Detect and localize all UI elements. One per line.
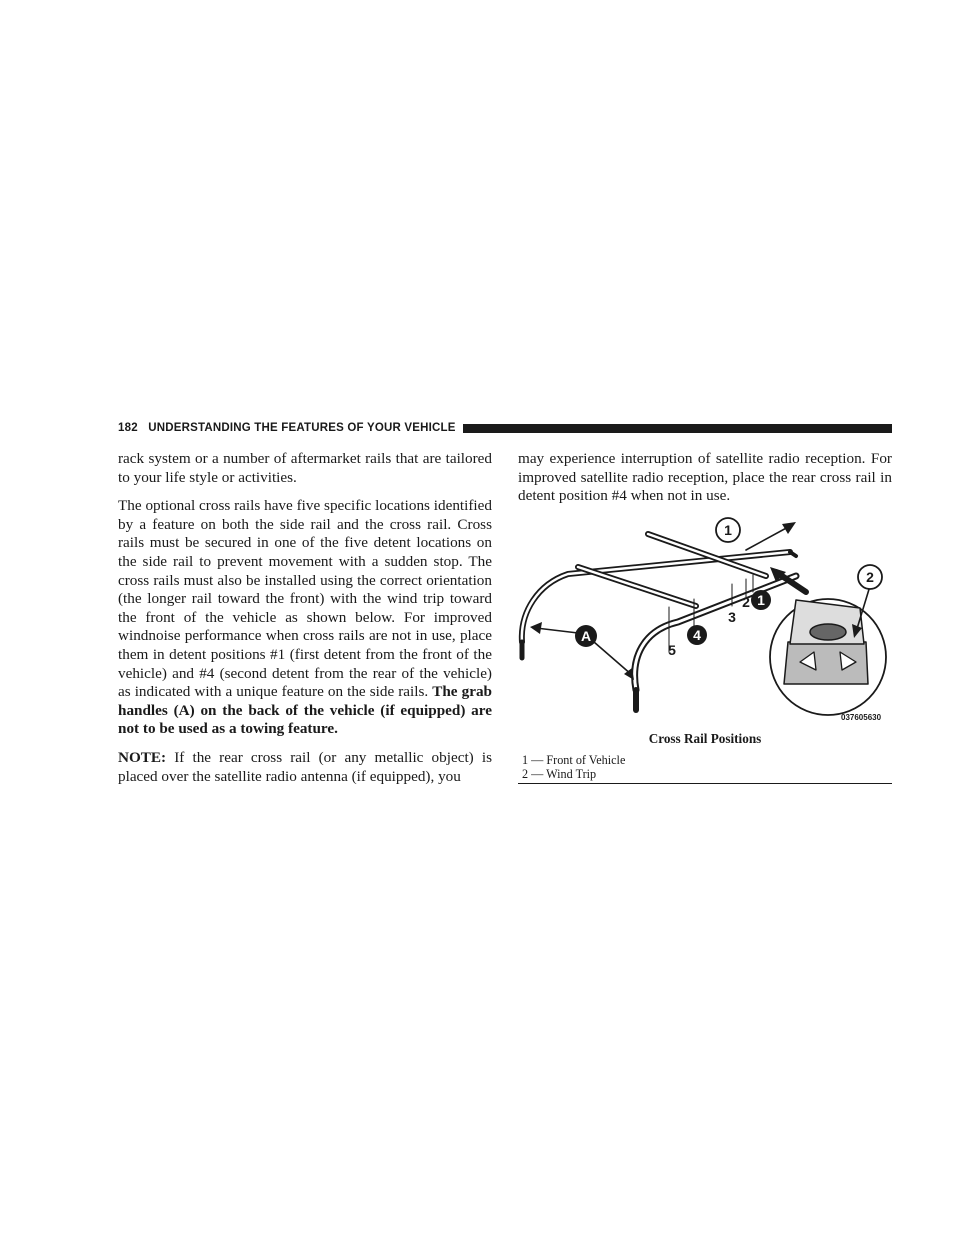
header-text xyxy=(118,422,456,434)
detent-4-label: 4 xyxy=(693,627,701,643)
left-column xyxy=(118,450,492,796)
note-label: NOTE: xyxy=(118,748,167,766)
section-title: UNDERSTANDING THE FEATURES OF YOUR VEHICLE xyxy=(148,422,456,434)
page-header xyxy=(118,420,892,436)
cross-rails-text: The optional cross rails have five specific locations identified by a feature on both the side rail and the cross rail. Cross rails must be secured in one of the five detent locations on the side rail to prevent movement with a sudden stop. The cross rails must also be installed using the correct orientation (the longer rail toward the front) with the wind trip toward the front of the vehicle as shown below. For improved windnoise performance when cross rails are not in use, place them in detent positions #1 (first detent from the front of the vehicle) and #4 (second detent from the rear of the vehicle) as indicated with a unique feature on the side rails. xyxy=(118,497,492,701)
detent-3-label: 3 xyxy=(728,609,736,625)
callout-a-grab-handle: A xyxy=(580,628,592,644)
detent-1-label: 1 xyxy=(757,592,765,608)
detent-2-label: 2 xyxy=(742,594,750,610)
legend-item: 2 — Wind Trip xyxy=(522,767,597,781)
note-paragraph xyxy=(118,749,492,786)
legend-item: 1 — Front of Vehicle xyxy=(522,753,626,767)
legend-divider xyxy=(518,783,892,784)
figure-caption: Cross Rail Positions xyxy=(648,731,762,746)
detent-5-label: 5 xyxy=(668,642,676,658)
figure-code: 037605630 xyxy=(841,713,882,722)
callout-2-wind-trip: 2 xyxy=(866,569,874,585)
right-column xyxy=(518,450,892,506)
note-text: If the rear cross rail (or any metallic object) is placed over the satellite radio antenna (if equipped), you xyxy=(118,748,492,785)
callout-1-front: 1 xyxy=(724,522,732,538)
paragraph-rack-system: rack system or a number of aftermarket rails that are tailored to your life style or activities. xyxy=(118,450,492,486)
paragraph-cross-rails xyxy=(118,497,492,739)
page-number: 182 xyxy=(118,422,138,434)
figure-legend xyxy=(522,753,625,781)
grab-handles-warning: The grab handles (A) on the back of the vehicle (if equipped) are not to be used as a towing feature. xyxy=(118,683,492,738)
cross-rail-illustration xyxy=(518,512,892,726)
paragraph-satellite: may experience interruption of satellite radio reception. For improved satellite radio reception, place the rear cross rail in detent position #4 when not in use. xyxy=(518,450,892,505)
header-bar xyxy=(463,424,892,433)
